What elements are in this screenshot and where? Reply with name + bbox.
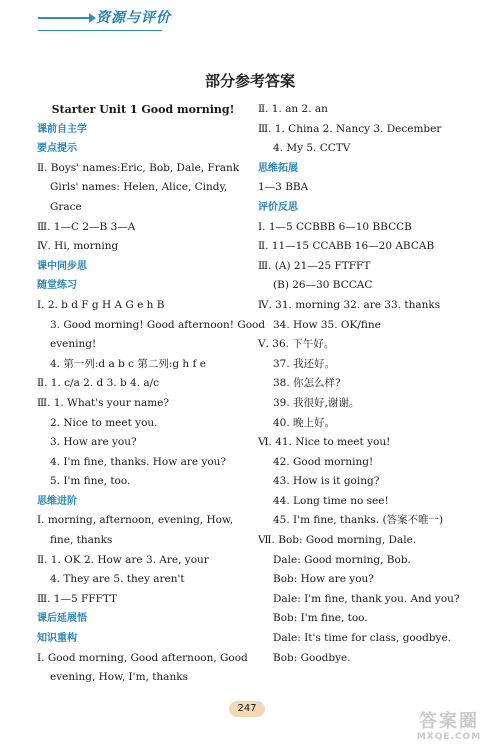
answer-line: 1—3 BBA bbox=[258, 181, 309, 194]
header-title: 资源与评价 bbox=[96, 10, 171, 26]
answer-line: Ⅲ. 1—5 FFFTT bbox=[37, 592, 118, 605]
answer-line: Ⅲ. 1—C 2—B 3—A bbox=[37, 220, 136, 233]
answer-line: 39. 我很好,谢谢。 bbox=[273, 396, 360, 409]
answer-line: Ⅱ. 1. OK 2. How are 3. Are, your bbox=[37, 553, 209, 566]
answer-line: Dale: Good morning, Bob. bbox=[273, 553, 411, 566]
answer-line: 2. Nice to meet you. bbox=[50, 416, 158, 429]
answer-line: Ⅰ. 2. b d F g H A G e h B bbox=[37, 298, 165, 311]
header-underline bbox=[38, 30, 162, 31]
answer-line: 45. I'm fine, thanks. (答案不唯一) bbox=[273, 514, 444, 527]
answer-line: Bob: I'm fine, too. bbox=[273, 612, 368, 625]
answer-line: 43. How is it going? bbox=[273, 475, 380, 488]
answer-line: Ⅱ. Boys' names:Eric, Bob, Dale, Frank bbox=[37, 161, 240, 174]
answer-line: Ⅰ. 1—5 CCBBB 6—10 BBCCB bbox=[258, 220, 412, 233]
answer-line: Ⅵ. 41. Nice to meet you! bbox=[258, 436, 391, 449]
answer-line: 38. 你怎么样? bbox=[273, 377, 341, 390]
answer-line: evening! bbox=[50, 338, 97, 351]
section-heading: 思维拓展 bbox=[258, 162, 298, 174]
page-number: 247 bbox=[229, 701, 265, 717]
answer-line: 44. Long time no see! bbox=[273, 494, 389, 507]
answer-line: Ⅲ. 1. China 2. Nancy 3. December bbox=[258, 122, 442, 135]
answer-line: 3. How are you? bbox=[50, 436, 137, 449]
answer-line: Ⅱ. 11—15 CCABB 16—20 ABCAB bbox=[258, 240, 435, 253]
answer-line: 4. My 5. CCTV bbox=[273, 142, 351, 155]
answer-line: Ⅱ. 1. c/a 2. d 3. b 4. a/c bbox=[37, 377, 160, 390]
answer-line: Girls' names: Helen, Alice, Cindy, bbox=[50, 181, 228, 194]
answer-line: 4. 第一列:d a b c 第二列:g h f e bbox=[50, 357, 206, 370]
answer-line: fine, thanks bbox=[50, 534, 113, 547]
answer-line: Ⅲ. 1. What's your name? bbox=[37, 396, 169, 409]
answer-line: Bob: How are you? bbox=[273, 573, 374, 586]
answer-line: Ⅲ. (A) 21—25 FTFFT bbox=[258, 259, 371, 272]
answer-line: 4. I'm fine, thanks. How are you? bbox=[50, 455, 227, 468]
answer-line: 3. Good morning! Good afternoon! Good bbox=[50, 318, 266, 331]
answer-line: (B) 26—30 BCCAC bbox=[273, 279, 373, 292]
answer-line: Ⅰ. Good morning, Good afternoon, Good bbox=[37, 651, 248, 664]
section-heading: 课前自主学 bbox=[37, 123, 87, 135]
answer-line: 34. How 35. OK/fine bbox=[273, 318, 381, 331]
watermark-logo bbox=[404, 712, 494, 742]
answer-line: Ⅶ. Bob: Good morning, Dale. bbox=[258, 534, 417, 547]
section-heading: 要点提示 bbox=[37, 143, 77, 155]
section-heading: 课中同步思 bbox=[37, 260, 87, 272]
left-column bbox=[37, 100, 266, 688]
answer-line: Bob: Goodbye. bbox=[273, 651, 351, 664]
section-heading: 评价反思 bbox=[258, 201, 298, 213]
section-heading: 知识重构 bbox=[37, 633, 77, 645]
answer-line: Dale: It's time for class, goodbye. bbox=[273, 632, 451, 645]
header-arrow-icon bbox=[38, 17, 90, 19]
answer-line: Dale: I'm fine, thank you. And you? bbox=[273, 592, 460, 605]
answer-line: Ⅰ. morning, afternoon, evening, How, bbox=[37, 514, 234, 527]
watermark-text: 答案圈 bbox=[419, 711, 479, 732]
section-heading: 随堂练习 bbox=[37, 280, 77, 292]
watermark-url: MXQE.COM bbox=[416, 732, 482, 742]
answer-line: Ⅱ. 1. an 2. an bbox=[258, 103, 328, 115]
unit-title: Starter Unit 1 Good morning! bbox=[51, 103, 235, 116]
answer-line: 37. 我还好。 bbox=[273, 357, 336, 370]
section-heading: 课后延展悟 bbox=[37, 613, 87, 625]
answer-line: 42. Good morning! bbox=[273, 455, 374, 468]
answer-line: evening, How, I'm, thanks bbox=[50, 671, 188, 684]
page-title: 部分参考答案 bbox=[204, 72, 295, 90]
answer-line: 40. 晚上好。 bbox=[273, 416, 336, 429]
page-header bbox=[0, 0, 500, 38]
answer-line: Ⅴ. 36. 下午好。 bbox=[258, 338, 335, 351]
answer-line: Grace bbox=[50, 200, 82, 213]
answer-line: Ⅳ. 31. morning 32. are 33. thanks bbox=[258, 298, 441, 311]
answer-line: Ⅳ. Hi, morning bbox=[37, 240, 119, 253]
answer-line: 4. They are 5. they aren't bbox=[50, 573, 185, 586]
answer-line: 5. I'm fine, too. bbox=[50, 475, 131, 488]
section-heading: 思维进阶 bbox=[37, 495, 77, 507]
right-column bbox=[258, 100, 478, 668]
